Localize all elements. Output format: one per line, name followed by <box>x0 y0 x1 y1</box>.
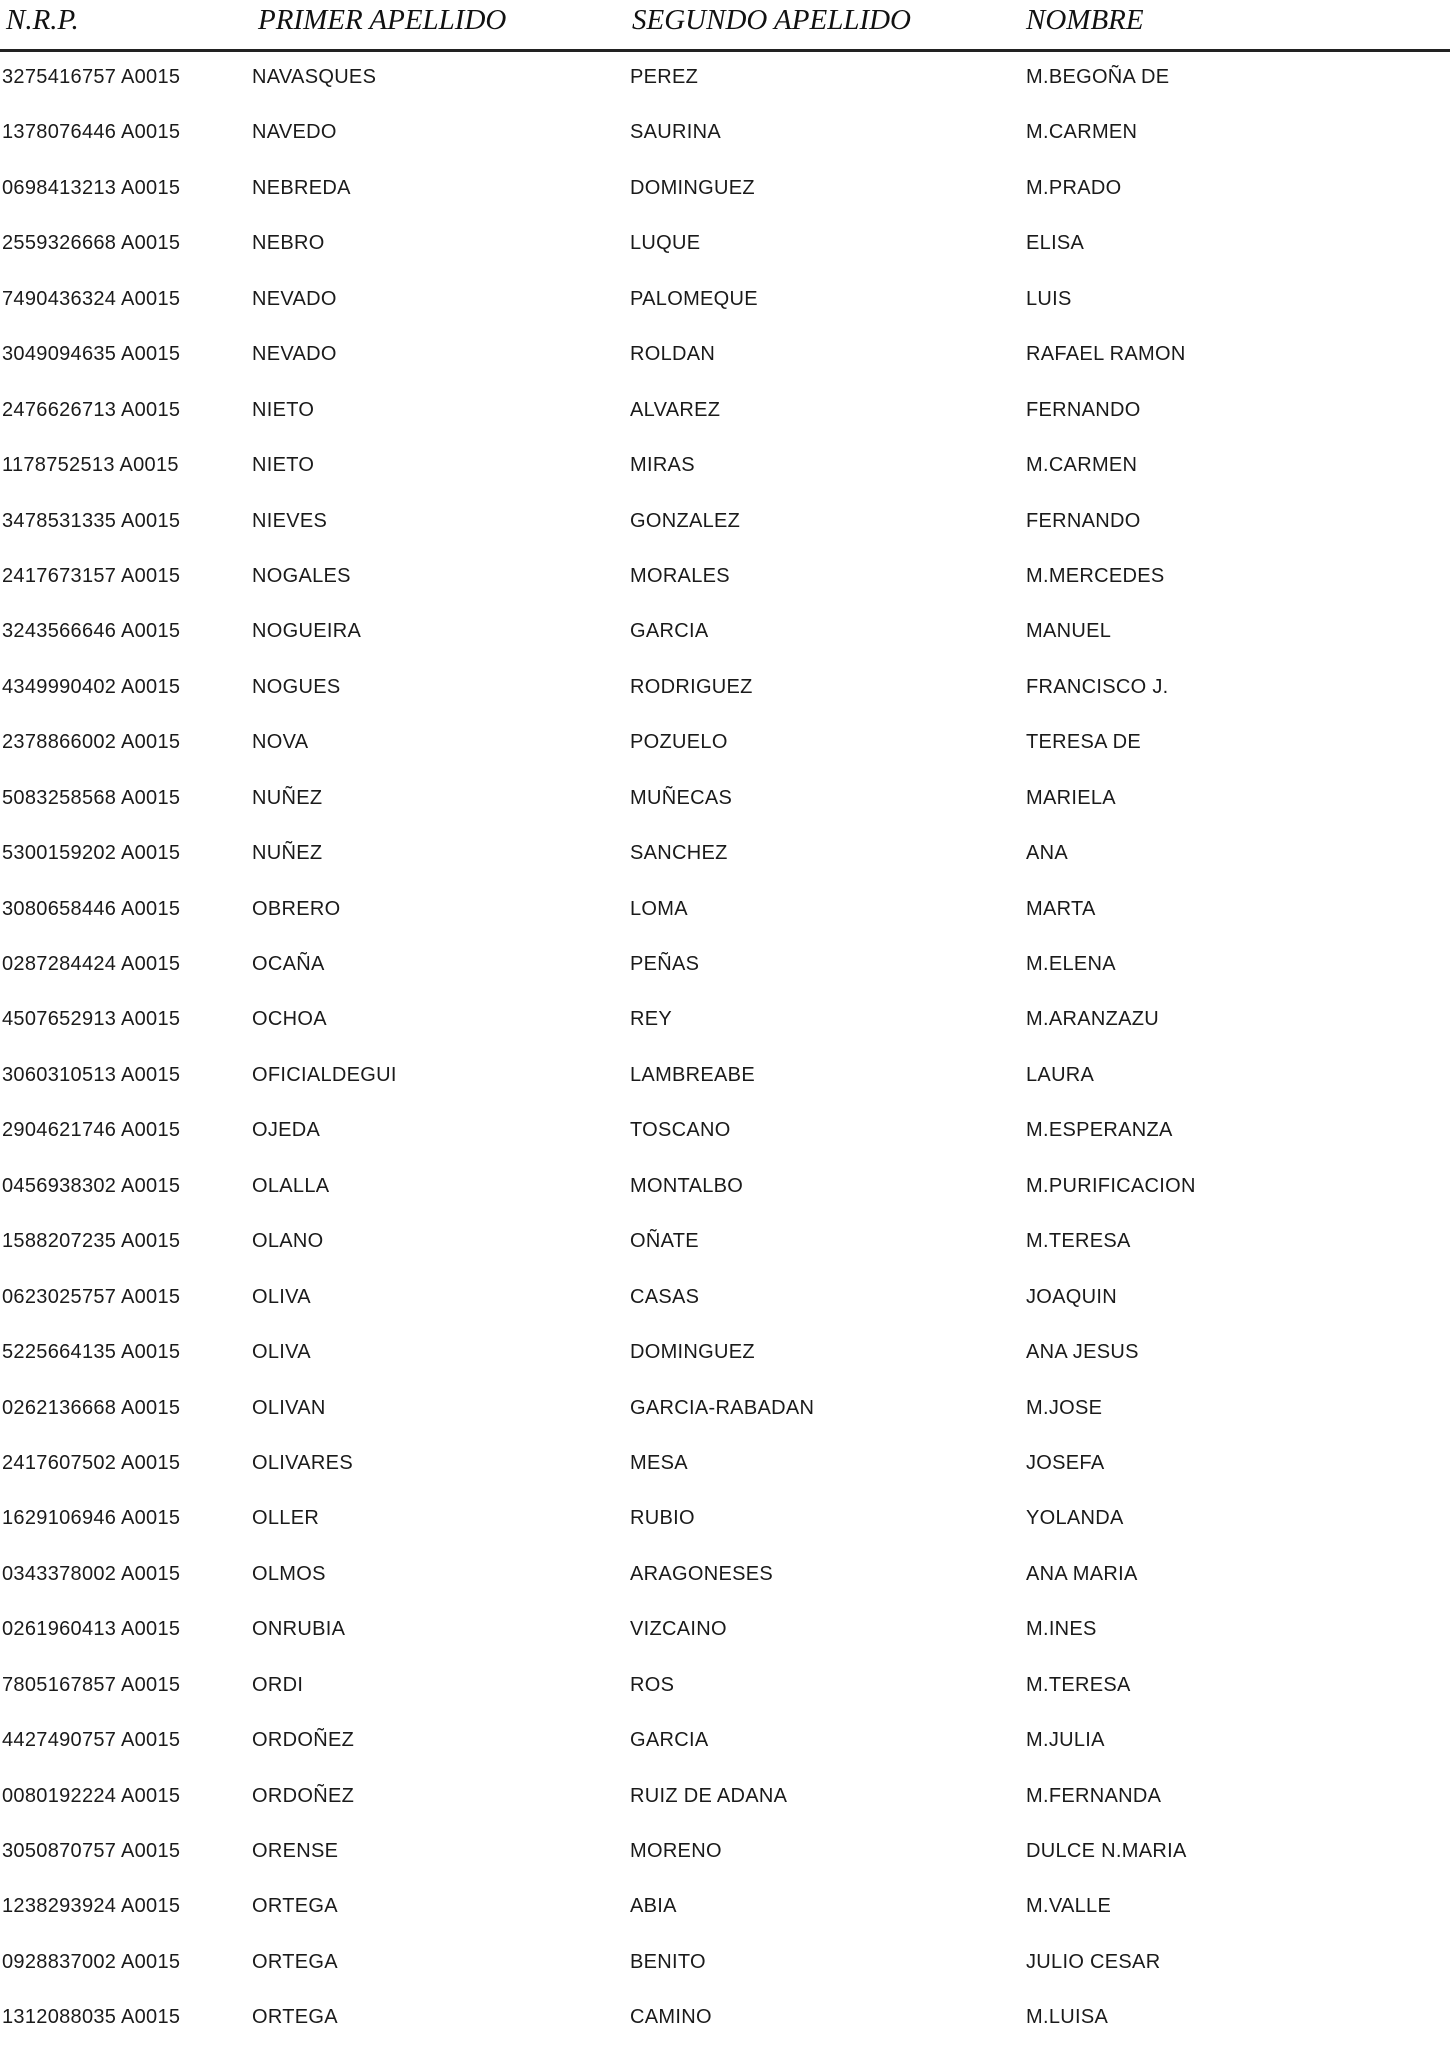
table-row <box>0 1775 1450 1830</box>
table-row <box>0 1054 1450 1109</box>
cell-primer-apellido: OLALLA <box>252 1174 330 1197</box>
cell-primer-apellido: NAVEDO <box>252 121 337 144</box>
cell-primer-apellido: OCAÑA <box>252 953 325 975</box>
cell-segundo-apellido: PEREZ <box>630 66 699 88</box>
cell-nrp: 0456938302 A0015 <box>2 1174 181 1197</box>
cell-primer-apellido: NIETO <box>252 398 315 421</box>
table-row <box>0 56 1450 111</box>
cell-nrp: 3050870757 A0015 <box>2 1840 181 1862</box>
cell-primer-apellido: ORDOÑEZ <box>252 1729 355 1752</box>
cell-nombre: M.ELENA <box>1026 953 1116 975</box>
table-row <box>0 1497 1450 1552</box>
cell-primer-apellido: NOGUES <box>252 675 341 698</box>
cell-nrp: 2417673157 A0015 <box>2 564 181 587</box>
cell-nombre: MARTA <box>1026 897 1096 920</box>
cell-primer-apellido: ORTEGA <box>252 1950 338 1973</box>
table-row <box>0 1165 1450 1220</box>
cell-nrp: 2417607502 A0015 <box>2 1451 181 1474</box>
cell-nrp: 3243566646 A0015 <box>2 620 181 643</box>
cell-segundo-apellido: OÑATE <box>630 1230 699 1253</box>
cell-nrp: 0343378002 A0015 <box>2 1562 181 1585</box>
cell-segundo-apellido: MUÑECAS <box>630 786 733 809</box>
cell-nrp: 0261960413 A0015 <box>2 1618 181 1641</box>
cell-segundo-apellido: PEÑAS <box>630 953 700 975</box>
cell-segundo-apellido: CAMINO <box>630 2006 712 2029</box>
cell-segundo-apellido: POZUELO <box>630 731 728 754</box>
table-row <box>0 1442 1450 1497</box>
cell-segundo-apellido: LUQUE <box>630 232 701 255</box>
table-row <box>0 167 1450 222</box>
cell-nrp: 1238293924 A0015 <box>2 1895 181 1918</box>
cell-primer-apellido: ORTEGA <box>252 2006 338 2029</box>
header-primer-apellido: PRIMER APELLIDO <box>258 4 507 36</box>
cell-segundo-apellido: MORALES <box>630 564 730 587</box>
cell-nombre: M.TERESA <box>1026 1230 1131 1253</box>
cell-nombre: M.PURIFICACION <box>1026 1174 1196 1197</box>
cell-primer-apellido: ORTEGA <box>252 1895 338 1918</box>
cell-primer-apellido: OBRERO <box>252 897 341 920</box>
cell-primer-apellido: NOGUEIRA <box>252 620 362 643</box>
cell-nrp: 3275416757 A0015 <box>2 66 181 88</box>
table-row <box>0 1830 1450 1885</box>
cell-primer-apellido: OLLER <box>252 1507 320 1530</box>
table-row <box>0 1941 1450 1996</box>
cell-nrp: 0928837002 A0015 <box>2 1950 181 1973</box>
cell-nrp: 1629106946 A0015 <box>2 1507 181 1530</box>
cell-primer-apellido: ORENSE <box>252 1840 339 1862</box>
table-row <box>0 777 1450 832</box>
cell-primer-apellido: OLIVA <box>252 1341 311 1364</box>
cell-segundo-apellido: SAURINA <box>630 121 722 144</box>
table-row <box>0 998 1450 1053</box>
cell-nrp: 1378076446 A0015 <box>2 121 181 144</box>
cell-nombre: ANA MARIA <box>1026 1562 1138 1585</box>
cell-primer-apellido: NIETO <box>252 454 315 477</box>
cell-nrp: 3049094635 A0015 <box>2 343 181 366</box>
cell-nombre: LAURA <box>1026 1063 1095 1086</box>
cell-segundo-apellido: MONTALBO <box>630 1174 744 1197</box>
table-row <box>0 222 1450 277</box>
cell-segundo-apellido: GARCIA <box>630 1729 709 1752</box>
cell-nrp: 3060310513 A0015 <box>2 1063 181 1086</box>
cell-nombre: ANA <box>1026 842 1069 865</box>
cell-primer-apellido: NUÑEZ <box>252 842 323 865</box>
table-row <box>0 1331 1450 1386</box>
cell-primer-apellido: NOVA <box>252 731 309 754</box>
header-nrp: N.R.P. <box>6 4 79 36</box>
cell-segundo-apellido: MESA <box>630 1451 688 1474</box>
table-row <box>0 1553 1450 1608</box>
cell-segundo-apellido: VIZCAINO <box>630 1618 727 1641</box>
table-row <box>0 444 1450 499</box>
cell-nrp: 0623025757 A0015 <box>2 1285 181 1308</box>
cell-nombre: M.ESPERANZA <box>1026 1119 1173 1142</box>
cell-nombre: M.VALLE <box>1026 1895 1112 1918</box>
cell-primer-apellido: OLANO <box>252 1230 324 1253</box>
table-row <box>0 1109 1450 1164</box>
cell-primer-apellido: NEBRO <box>252 232 325 255</box>
cell-segundo-apellido: REY <box>630 1008 673 1031</box>
cell-nombre: FRANCISCO J. <box>1026 675 1169 698</box>
cell-segundo-apellido: ABIA <box>630 1895 677 1918</box>
cell-segundo-apellido: DOMINGUEZ <box>630 1341 755 1364</box>
cell-segundo-apellido: ARAGONESES <box>630 1562 774 1585</box>
cell-nombre: M.JOSE <box>1026 1396 1103 1419</box>
cell-nombre: DULCE N.MARIA <box>1026 1840 1187 1862</box>
cell-nrp: 0262136668 A0015 <box>2 1396 181 1419</box>
cell-nombre: M.TERESA <box>1026 1673 1131 1696</box>
table-row <box>0 1885 1450 1940</box>
cell-nrp: 2904621746 A0015 <box>2 1119 181 1142</box>
cell-primer-apellido: NUÑEZ <box>252 786 323 809</box>
table-row <box>0 500 1450 555</box>
cell-segundo-apellido: PALOMEQUE <box>630 287 758 310</box>
cell-primer-apellido: OLIVARES <box>252 1451 353 1474</box>
cell-segundo-apellido: ROS <box>630 1673 675 1696</box>
cell-nombre: ELISA <box>1026 232 1085 255</box>
cell-nrp: 5083258568 A0015 <box>2 786 181 809</box>
cell-segundo-apellido: GARCIA <box>630 620 709 643</box>
cell-nombre: JOSEFA <box>1026 1451 1105 1474</box>
cell-segundo-apellido: LAMBREABE <box>630 1063 755 1086</box>
cell-nrp: 0287284424 A0015 <box>2 953 181 975</box>
cell-nombre: M.CARMEN <box>1026 454 1138 477</box>
cell-nrp: 2476626713 A0015 <box>2 398 181 421</box>
cell-nombre: M.PRADO <box>1026 176 1122 199</box>
cell-nombre: M.MERCEDES <box>1026 564 1165 587</box>
table-body <box>0 56 1450 2052</box>
cell-nrp: 1178752513 A0015 <box>2 454 179 477</box>
cell-segundo-apellido: RUIZ DE ADANA <box>630 1784 788 1807</box>
cell-segundo-apellido: ALVAREZ <box>630 398 721 421</box>
table-row <box>0 111 1450 166</box>
cell-nrp: 4427490757 A0015 <box>2 1729 181 1752</box>
cell-segundo-apellido: MORENO <box>630 1840 722 1862</box>
cell-nombre: FERNANDO <box>1026 509 1141 532</box>
table-row <box>0 333 1450 388</box>
cell-primer-apellido: NIEVES <box>252 509 328 532</box>
cell-nrp: 5225664135 A0015 <box>2 1341 181 1364</box>
cell-nombre: JOAQUIN <box>1026 1285 1117 1308</box>
cell-nombre: M.LUISA <box>1026 2006 1109 2029</box>
cell-primer-apellido: NAVASQUES <box>252 66 377 88</box>
cell-primer-apellido: OCHOA <box>252 1008 327 1031</box>
cell-segundo-apellido: GONZALEZ <box>630 509 741 532</box>
cell-nombre: M.INES <box>1026 1618 1097 1641</box>
cell-segundo-apellido: TOSCANO <box>630 1119 731 1142</box>
cell-segundo-apellido: CASAS <box>630 1285 700 1308</box>
table-row <box>0 389 1450 444</box>
header-rule <box>0 49 1450 52</box>
table-header <box>0 0 1450 48</box>
table-row <box>0 555 1450 610</box>
table-row <box>0 610 1450 665</box>
cell-segundo-apellido: SANCHEZ <box>630 842 728 865</box>
table-row <box>0 278 1450 333</box>
cell-nrp: 4349990402 A0015 <box>2 675 181 698</box>
cell-segundo-apellido: ROLDAN <box>630 343 716 366</box>
header-nombre: NOMBRE <box>1026 4 1144 36</box>
cell-nombre: M.BEGOÑA DE <box>1026 66 1170 88</box>
cell-segundo-apellido: LOMA <box>630 897 688 920</box>
cell-nombre: MARIELA <box>1026 786 1116 809</box>
table-row <box>0 1220 1450 1275</box>
cell-primer-apellido: NEVADO <box>252 343 337 366</box>
cell-segundo-apellido: MIRAS <box>630 454 695 477</box>
table-row <box>0 888 1450 943</box>
table-row <box>0 1608 1450 1663</box>
cell-nrp: 7490436324 A0015 <box>2 287 181 310</box>
cell-primer-apellido: OLMOS <box>252 1562 326 1585</box>
cell-segundo-apellido: BENITO <box>630 1950 706 1973</box>
cell-primer-apellido: OLIVA <box>252 1285 311 1308</box>
cell-nombre: FERNANDO <box>1026 398 1141 421</box>
table-row <box>0 1664 1450 1719</box>
cell-primer-apellido: ONRUBIA <box>252 1618 346 1641</box>
cell-nrp: 7805167857 A0015 <box>2 1673 181 1696</box>
cell-nrp: 4507652913 A0015 <box>2 1008 181 1031</box>
cell-primer-apellido: NOGALES <box>252 564 351 587</box>
cell-nombre: M.ARANZAZU <box>1026 1008 1159 1031</box>
header-segundo-apellido: SEGUNDO APELLIDO <box>632 4 911 36</box>
cell-nrp: 1312088035 A0015 <box>2 2006 181 2029</box>
cell-segundo-apellido: GARCIA-RABADAN <box>630 1396 815 1419</box>
cell-nombre: JULIO CESAR <box>1026 1950 1161 1973</box>
cell-nombre: TERESA DE <box>1026 731 1141 754</box>
cell-nombre: M.JULIA <box>1026 1729 1105 1752</box>
cell-nrp: 5300159202 A0015 <box>2 842 181 865</box>
table-row <box>0 1719 1450 1774</box>
cell-nombre: LUIS <box>1026 287 1072 310</box>
cell-nrp: 0080192224 A0015 <box>2 1784 181 1807</box>
cell-primer-apellido: OFICIALDEGUI <box>252 1063 397 1086</box>
cell-segundo-apellido: RUBIO <box>630 1507 695 1530</box>
cell-primer-apellido: NEBREDA <box>252 176 351 199</box>
table-row <box>0 1387 1450 1442</box>
cell-nombre: ANA JESUS <box>1026 1341 1139 1364</box>
cell-nrp: 3080658446 A0015 <box>2 897 181 920</box>
cell-primer-apellido: ORDI <box>252 1673 304 1696</box>
cell-primer-apellido: OJEDA <box>252 1119 321 1142</box>
cell-nrp: 0698413213 A0015 <box>2 176 181 199</box>
table-row <box>0 1276 1450 1331</box>
cell-nrp: 2378866002 A0015 <box>2 731 181 754</box>
cell-primer-apellido: ORDOÑEZ <box>252 1784 355 1807</box>
cell-nombre: YOLANDA <box>1026 1507 1124 1530</box>
table-row <box>0 1996 1450 2051</box>
cell-segundo-apellido: DOMINGUEZ <box>630 176 755 199</box>
table-row <box>0 832 1450 887</box>
table-row <box>0 943 1450 998</box>
cell-nombre: M.CARMEN <box>1026 121 1138 144</box>
cell-nrp: 2559326668 A0015 <box>2 232 181 255</box>
table-row <box>0 666 1450 721</box>
cell-nombre: RAFAEL RAMON <box>1026 343 1186 366</box>
cell-nombre: MANUEL <box>1026 620 1112 643</box>
cell-nrp: 1588207235 A0015 <box>2 1230 181 1253</box>
table-row <box>0 721 1450 776</box>
cell-primer-apellido: OLIVAN <box>252 1396 326 1419</box>
cell-nombre: M.FERNANDA <box>1026 1784 1162 1807</box>
cell-nrp: 3478531335 A0015 <box>2 509 181 532</box>
cell-primer-apellido: NEVADO <box>252 287 337 310</box>
cell-segundo-apellido: RODRIGUEZ <box>630 675 753 698</box>
